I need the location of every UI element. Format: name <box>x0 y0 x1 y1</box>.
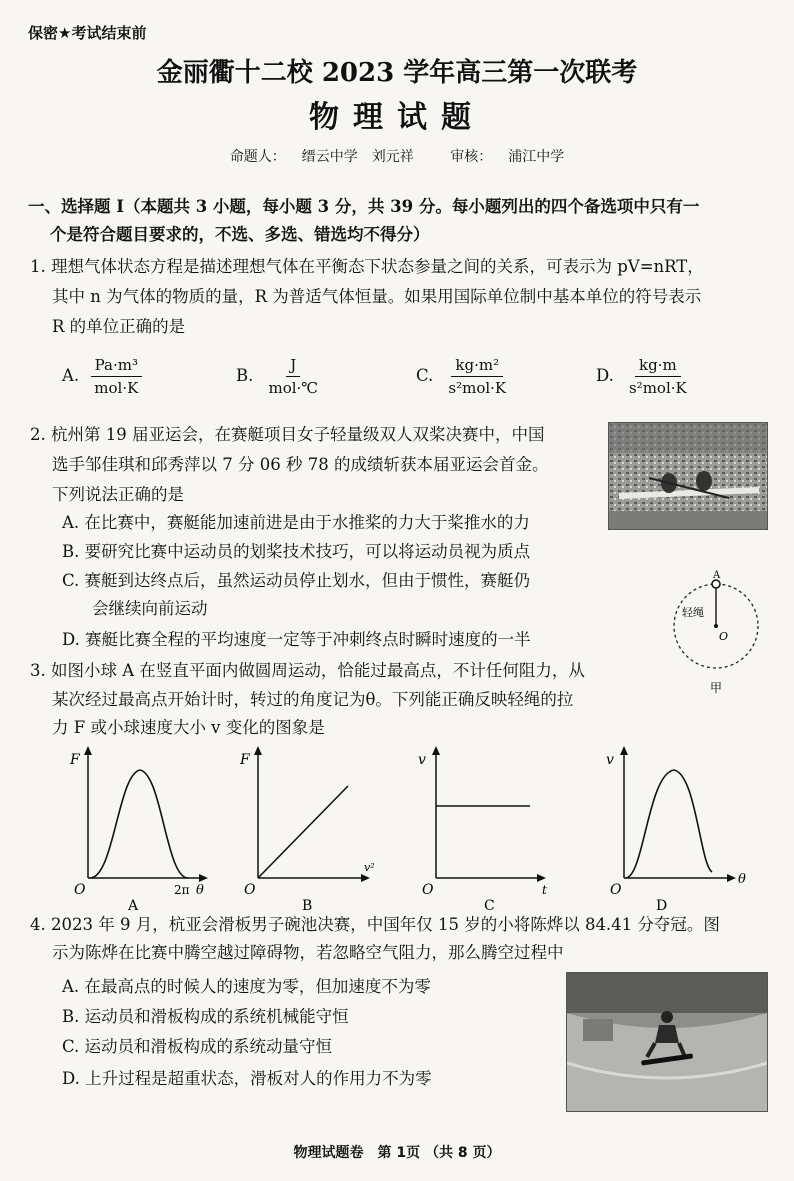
q1-option-c <box>416 356 510 397</box>
option-label: D. <box>596 366 614 385</box>
exam-title: 金丽衢十二校 2023 学年高三第一次联考 <box>156 58 638 88</box>
q1-option-b <box>236 356 322 397</box>
fraction-denominator: s²mol·K <box>448 379 507 397</box>
q4-line2: 示为陈烨在比赛中腾空越过障碍物，若忽略空气阻力，那么腾空过程中 <box>52 943 564 962</box>
graph-a-origin: O <box>74 882 86 898</box>
center-o-label: O <box>719 630 729 643</box>
graph-b-y-label: F <box>240 752 250 768</box>
option-fraction <box>625 356 691 397</box>
section-heading-line1: 一、选择题 I（本题共 3 小题，每小题 3 分，共 39 分。每小题列出的四个备选项中只有一 <box>28 197 700 216</box>
figure-caption: 甲 <box>710 681 723 695</box>
q2-option-a: A. 在比赛中，赛艇能加速前进是由于水推桨的力大于桨推水的力 <box>62 513 530 532</box>
fraction-numerator: J <box>286 356 300 377</box>
graph-d <box>592 744 762 912</box>
setter-label: 命题人： <box>229 149 286 165</box>
q3-line3: 力 F 或小球速度大小 v 变化的图象是 <box>52 718 325 737</box>
fraction-denominator: mol·K <box>94 379 139 397</box>
graph-b-origin: O <box>244 882 256 898</box>
rowing-photo-graphic <box>609 423 767 529</box>
graph-d-curve <box>626 770 712 878</box>
skateboard-photo-graphic <box>567 973 767 1111</box>
graph-a-caption: A <box>128 898 139 912</box>
reviewer-label: 审核： <box>450 149 493 165</box>
fraction-numerator: kg·m <box>635 356 681 377</box>
fraction-numerator: kg·m² <box>451 356 503 377</box>
point-a-label: A <box>713 570 721 581</box>
q2-option-d: D. 赛艇比赛全程的平均速度一定等于冲刺终点时瞬时速度的一半 <box>62 630 531 649</box>
q4-option-c: C. 运动员和滑板构成的系统动量守恒 <box>62 1037 333 1056</box>
circle-figure <box>662 568 774 700</box>
section-heading-line2: 个是符合题目要求的，不选、多选、错选均不得分） <box>50 225 430 244</box>
fraction-numerator: Pa·m³ <box>91 356 142 377</box>
subject-title: 物理试题 <box>309 100 485 135</box>
graph-c-x-label: t <box>542 883 547 897</box>
q1-option-a <box>62 356 142 397</box>
skateboard-photo <box>566 972 768 1112</box>
q2-line1: 2. 杭州第 19 届亚运会，在赛艇项目女子轻量级双人双桨决赛中，中国 <box>30 425 545 444</box>
option-fraction <box>264 356 322 397</box>
q4-option-b: B. 运动员和滑板构成的系统机械能守恒 <box>62 1007 349 1026</box>
q2-line3: 下列说法正确的是 <box>52 485 184 504</box>
q2-option-c-line2: 会继续向前运动 <box>92 599 208 618</box>
option-label: B. <box>236 366 254 385</box>
fraction-denominator: s²mol·K <box>628 379 687 397</box>
graph-b <box>226 744 396 912</box>
q2-option-c-line1: C. 赛艇到达终点后，虽然运动员停止划水，但由于惯性，赛艇仍 <box>62 571 531 590</box>
q2-option-b: B. 要研究比赛中运动员的划桨技术技巧，可以将运动员视为质点 <box>62 542 531 561</box>
graph-d-caption: D <box>656 898 668 912</box>
graph-c-y-label: v <box>418 752 426 768</box>
graph-b-caption: B <box>302 898 313 912</box>
graph-a <box>56 744 226 912</box>
graph-c-caption: C <box>484 898 495 912</box>
graph-a-tick: 2π <box>174 883 190 897</box>
graph-c <box>404 744 574 912</box>
graph-d-x-label: θ <box>738 872 746 887</box>
setter-name: 缙云中学 刘元祥 <box>301 149 414 165</box>
rowing-photo <box>608 422 768 530</box>
option-fraction <box>444 356 510 397</box>
page-footer: 物理试题卷 第 1页 （共 8 页） <box>293 1145 501 1161</box>
q1-line1: 1. 理想气体状态方程是描述理想气体在平衡态下状态参量之间的关系，可表示为 pV=nRT， <box>30 257 704 276</box>
fraction-denominator: mol·℃ <box>268 379 319 397</box>
graph-a-y-label: F <box>70 752 80 768</box>
option-label: C. <box>416 366 434 385</box>
center-point <box>714 624 718 628</box>
q3-line2: 某次经过最高点开始计时，转过的角度记为θ。下列能正确反映轻绳的拉 <box>52 690 574 709</box>
option-label: A. <box>62 366 80 385</box>
ball-a <box>712 580 720 588</box>
q2-line2: 选手邹佳琪和邱秀萍以 7 分 06 秒 78 的成绩斩获本届亚运会首金。 <box>52 455 549 474</box>
graph-a-curve <box>90 770 188 878</box>
graph-c-origin: O <box>422 882 434 898</box>
q4-option-d: D. 上升过程是超重状态，滑板对人的作用力不为零 <box>62 1069 432 1088</box>
graph-d-origin: O <box>610 882 622 898</box>
reviewer-name: 浦江中学 <box>508 149 565 165</box>
graph-a-x-label: θ <box>196 883 204 898</box>
q3-line1: 3. 如图小球 A 在竖直平面内做圆周运动，恰能过最高点，不计任何阻力，从 <box>30 661 585 680</box>
confidential-label: 保密★考试结束前 <box>28 24 147 42</box>
option-fraction <box>90 356 142 397</box>
q4-option-a: A. 在最高点的时候人的速度为零，但加速度不为零 <box>62 977 431 996</box>
graph-b-x-label: v² <box>364 861 375 874</box>
q1-line2: 其中 n 为气体的物质的量，R 为普适气体恒量。如果用国际单位制中基本单位的符号表示 <box>52 287 702 306</box>
q4-line1: 4. 2023 年 9 月，杭亚会滑板男子碗池决赛，中国年仅 15 岁的小将陈烨以 84.41 分夺冠。图 <box>30 915 720 934</box>
authors-line <box>0 146 794 166</box>
rope-label: 轻绳 <box>682 606 704 619</box>
q1-line3: R 的单位正确的是 <box>52 317 186 336</box>
graph-b-line <box>258 786 348 878</box>
q1-option-d <box>596 356 691 397</box>
graph-d-y-label: v <box>606 752 614 768</box>
